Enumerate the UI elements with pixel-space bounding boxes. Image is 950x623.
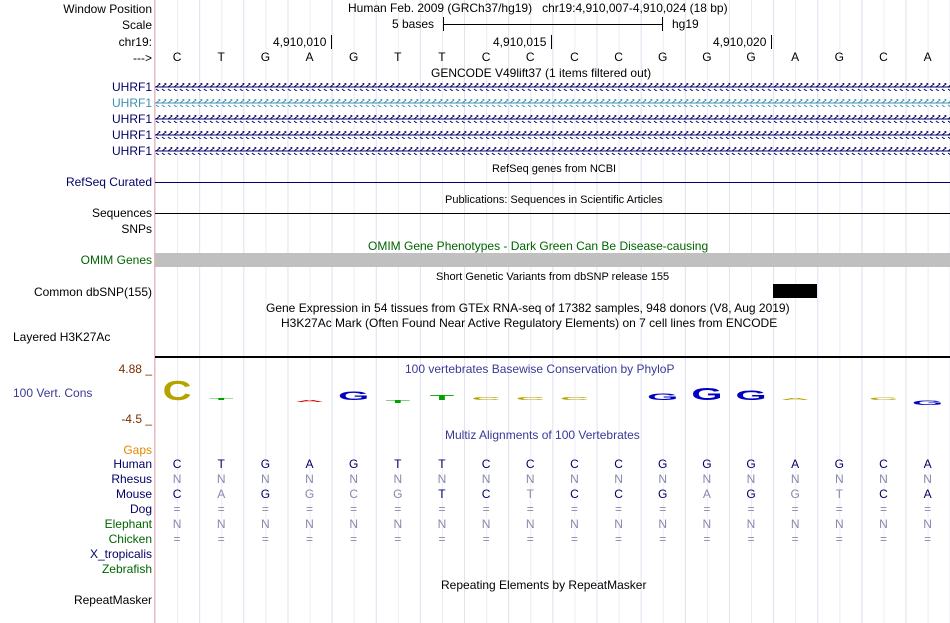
align-human-0: C — [172, 457, 182, 471]
align-dog-10: = — [615, 502, 623, 516]
omim-gene-bar[interactable] — [155, 253, 950, 267]
gaps-label[interactable]: Gaps — [123, 443, 152, 457]
align-elephant-12: N — [702, 517, 712, 531]
align-mouse-13: G — [746, 487, 756, 501]
align-rhesus-13: N — [746, 472, 756, 486]
align-mouse-9: C — [570, 487, 579, 501]
align-mouse-8: T — [526, 487, 534, 501]
align-elephant-5: N — [393, 517, 403, 531]
align-rhesus-5: N — [393, 472, 403, 486]
align-mouse-2: G — [260, 487, 271, 501]
align-elephant-13: N — [746, 517, 756, 531]
base-15: G — [834, 50, 844, 64]
align-dog-15: = — [835, 502, 843, 516]
phylop-letter-9: C — [559, 396, 589, 402]
gencode-gene-uhrf1-5[interactable] — [155, 147, 950, 155]
gencode-item-uhrf1-1[interactable]: UHRF1 — [111, 80, 152, 94]
align-chicken-4: = — [350, 532, 358, 546]
align-rhesus-2: N — [261, 472, 270, 486]
assembly-name: Human Feb. 2009 (GRCh37/hg19) — [348, 1, 533, 15]
align-rhesus-11: N — [658, 472, 668, 486]
gencode-item-uhrf1-2[interactable]: UHRF1 — [111, 96, 152, 110]
align-rhesus-8: N — [525, 472, 535, 486]
align-dog-0: = — [173, 502, 181, 516]
align-mouse-0: C — [172, 487, 182, 501]
align-elephant-11: N — [658, 517, 668, 531]
base-17: A — [923, 50, 932, 64]
phylop-logo-plot[interactable] — [155, 375, 950, 425]
align-rhesus-15: N — [834, 472, 844, 486]
align-human-9: C — [570, 457, 579, 471]
align-mouse-14: G — [790, 487, 800, 501]
layered-h3k27ac-label[interactable]: Layered H3K27Ac — [13, 330, 111, 344]
align-chicken-14: = — [791, 532, 799, 546]
align-chicken-0: = — [173, 532, 181, 546]
base-5: T — [394, 50, 402, 64]
align-human-4: G — [349, 457, 359, 471]
align-human-11: G — [658, 457, 668, 471]
gencode-gene-uhrf1-3[interactable] — [155, 115, 950, 123]
align-human-5: T — [394, 457, 402, 471]
align-elephant-10: N — [614, 517, 623, 531]
phylop-track-title: 100 vertebrates Basewise Conservation by PhyloP — [405, 362, 675, 376]
species-label-x_tropicalis[interactable]: X_tropicalis — [89, 547, 152, 561]
align-human-13: G — [746, 457, 756, 471]
align-dog-13: = — [747, 502, 755, 516]
base-8: C — [525, 50, 535, 64]
species-label-chicken[interactable]: Chicken — [108, 532, 152, 546]
phylop-letter-1: T — [209, 397, 234, 401]
position-tick-2-mark — [551, 35, 552, 49]
align-human-14: A — [791, 457, 800, 471]
align-human-6: T — [438, 457, 446, 471]
align-dog-9: = — [570, 502, 578, 516]
position-tick-2: 4,910,015 — [493, 35, 547, 49]
align-chicken-17: = — [924, 532, 932, 546]
align-mouse-15: T — [835, 487, 843, 501]
phylop-letter-16: C — [869, 396, 898, 401]
base-6: T — [438, 50, 446, 64]
refseq-gene-line[interactable] — [155, 182, 950, 183]
align-elephant-16: N — [879, 517, 888, 531]
align-dog-5: = — [394, 502, 402, 516]
refseq-track-title: RefSeq genes from NCBI — [492, 163, 617, 175]
align-mouse-17: A — [923, 487, 932, 501]
omim-genes-label[interactable]: OMIM Genes — [80, 253, 152, 267]
species-label-dog[interactable]: Dog — [129, 502, 152, 516]
align-elephant-7: N — [481, 517, 491, 531]
publications-track-title: Publications: Sequences in Scientific Articles — [445, 194, 663, 206]
gencode-gene-lines[interactable] — [155, 80, 950, 160]
align-elephant-0: N — [172, 517, 182, 531]
phylop-letter-8: C — [515, 396, 545, 402]
omim-track-title: OMIM Gene Phenotypes - Dark Green Can Be Disease-causing — [368, 239, 709, 253]
align-chicken-10: = — [615, 532, 623, 546]
align-chicken-2: = — [261, 532, 269, 546]
species-label-mouse[interactable]: Mouse — [115, 487, 152, 501]
phylop-letter-3: A — [295, 399, 324, 403]
align-chicken-15: = — [835, 532, 843, 546]
align-mouse-11: G — [658, 487, 668, 501]
base-7: C — [481, 50, 491, 64]
phylop-max-label: 4.88 _ — [118, 362, 152, 376]
align-mouse-10: C — [614, 487, 623, 501]
align-elephant-4: N — [349, 517, 358, 531]
align-chicken-12: = — [703, 532, 711, 546]
align-rhesus-9: N — [570, 472, 579, 486]
species-label-rhesus[interactable]: Rhesus — [111, 472, 152, 486]
align-dog-1: = — [217, 502, 225, 516]
align-elephant-3: N — [305, 517, 314, 531]
align-human-7: C — [481, 457, 491, 471]
base-2: G — [260, 50, 271, 64]
phylop-letter-11: G — [647, 391, 679, 403]
phylop-letter-0: C — [162, 376, 192, 407]
align-elephant-15: N — [834, 517, 844, 531]
align-chicken-3: = — [306, 532, 314, 546]
gtex-track-title: Gene Expression in 54 tissues from GTEx RNA-seq of 17382 samples, 948 donors (V8, Aug 2019) — [266, 301, 790, 315]
scale-text: 5 bases — [392, 17, 435, 31]
gencode-item-uhrf1-5[interactable]: UHRF1 — [111, 144, 152, 158]
species-label-zebrafish[interactable]: Zebrafish — [101, 562, 152, 576]
align-rhesus-7: N — [481, 472, 491, 486]
align-human-2: G — [260, 457, 271, 471]
scale-bar-left-tick — [443, 17, 444, 31]
align-chicken-8: = — [526, 532, 534, 546]
align-chicken-16: = — [879, 532, 887, 546]
h3k27ac-divider — [155, 356, 950, 358]
snps-label[interactable]: SNPs — [121, 222, 152, 236]
base-16: C — [879, 50, 888, 64]
position-text: chr19:4,910,007-4,910,024 (18 bp) — [542, 1, 728, 15]
align-rhesus-16: N — [879, 472, 888, 486]
align-mouse-12: A — [702, 487, 711, 501]
align-mouse-4: C — [349, 487, 358, 501]
align-mouse-3: G — [304, 487, 315, 501]
align-dog-3: = — [306, 502, 314, 516]
base-4: G — [349, 50, 359, 64]
phylop-cons-label[interactable]: 100 Vert. Cons — [13, 386, 93, 400]
base-13: G — [746, 50, 756, 64]
align-human-10: C — [614, 457, 623, 471]
refseq-curated-label[interactable]: RefSeq Curated — [65, 175, 152, 189]
species-label-elephant[interactable]: Elephant — [104, 517, 152, 531]
phylop-letter-13: G — [735, 388, 767, 404]
align-chicken-7: = — [482, 532, 490, 546]
align-dog-8: = — [526, 502, 534, 516]
align-human-16: C — [879, 457, 888, 471]
align-human-8: C — [525, 457, 535, 471]
phylop-min-label: -4.5 _ — [121, 412, 152, 426]
align-dog-4: = — [350, 502, 358, 516]
position-tick-1-mark — [331, 35, 332, 49]
scale-bar-right-tick — [662, 17, 663, 31]
phylop-letter-17: G — [912, 398, 944, 407]
align-chicken-5: = — [394, 532, 402, 546]
align-mouse-7: C — [481, 487, 491, 501]
strand-arrow[interactable]: ---> — [133, 51, 152, 65]
h3k27ac-track-title: H3K27Ac Mark (Often Found Near Active Regulatory Elements) on 7 cell lines from ENCODE — [281, 316, 778, 330]
align-human-12: G — [702, 457, 712, 471]
base-11: G — [658, 50, 668, 64]
base-12: G — [702, 50, 712, 64]
align-rhesus-4: N — [349, 472, 358, 486]
align-elephant-1: N — [216, 517, 226, 531]
align-rhesus-14: N — [790, 472, 800, 486]
gencode-gene-uhrf1-1[interactable] — [155, 83, 950, 91]
align-mouse-1: A — [217, 487, 226, 501]
align-human-17: A — [923, 457, 932, 471]
align-elephant-9: N — [570, 517, 579, 531]
scale-label: Scale — [121, 18, 152, 32]
gencode-item-uhrf1-3[interactable]: UHRF1 — [111, 112, 152, 126]
align-rhesus-12: N — [702, 472, 712, 486]
align-rhesus-17: N — [923, 472, 932, 486]
phylop-letter-4: G — [338, 389, 370, 403]
phylop-letter-7: C — [471, 396, 501, 402]
dbsnp-variant[interactable] — [773, 284, 817, 298]
align-elephant-8: N — [525, 517, 535, 531]
align-elephant-6: N — [437, 517, 447, 531]
align-dog-12: = — [703, 502, 711, 516]
align-human-3: A — [305, 457, 314, 471]
phylop-letter-12: G — [691, 384, 723, 404]
repeatmasker-track-title: Repeating Elements by RepeatMasker — [441, 578, 647, 592]
base-10: C — [614, 50, 623, 64]
gencode-gene-uhrf1-2[interactable] — [155, 99, 950, 107]
align-chicken-11: = — [659, 532, 667, 546]
base-3: A — [305, 50, 314, 64]
align-dog-7: = — [482, 502, 490, 516]
gencode-track-title: GENCODE V49lift37 (1 items filtered out) — [431, 66, 652, 80]
position-tick-1: 4,910,010 — [273, 35, 327, 49]
align-mouse-6: T — [438, 487, 446, 501]
align-dog-6: = — [438, 502, 446, 516]
align-rhesus-3: N — [305, 472, 314, 486]
multiz-track-title: Multiz Alignments of 100 Vertebrates — [445, 428, 640, 442]
chromosome-label: chr19: — [118, 35, 152, 49]
align-mouse-16: C — [879, 487, 888, 501]
phylop-letter-6: T — [429, 393, 455, 402]
phylop-letter-14: A — [780, 397, 810, 401]
window-position-label: Window Position — [63, 2, 152, 16]
dbsnp-track-title: Short Genetic Variants from dbSNP release 155 — [436, 271, 670, 283]
base-1: T — [217, 50, 225, 64]
align-elephant-14: N — [790, 517, 800, 531]
scale-db: hg19 — [672, 17, 699, 31]
gencode-gene-uhrf1-4[interactable] — [155, 131, 950, 139]
align-human-15: G — [834, 457, 844, 471]
scale-bar — [443, 24, 662, 25]
align-rhesus-0: N — [172, 472, 182, 486]
align-chicken-9: = — [570, 532, 578, 546]
phylop-letter-5: T — [385, 399, 411, 405]
align-human-1: T — [217, 457, 225, 471]
align-elephant-17: N — [923, 517, 932, 531]
base-0: C — [172, 50, 182, 64]
common-dbsnp-label[interactable]: Common dbSNP(155) — [33, 285, 152, 299]
align-dog-17: = — [924, 502, 932, 516]
align-chicken-6: = — [438, 532, 446, 546]
align-chicken-1: = — [217, 532, 225, 546]
align-rhesus-1: N — [216, 472, 226, 486]
align-rhesus-6: N — [437, 472, 447, 486]
align-chicken-13: = — [747, 532, 755, 546]
align-mouse-5: G — [393, 487, 403, 501]
species-label-human[interactable]: Human — [113, 457, 152, 471]
align-dog-16: = — [879, 502, 887, 516]
sequences-label[interactable]: Sequences — [91, 206, 152, 220]
gencode-item-uhrf1-4[interactable]: UHRF1 — [111, 128, 152, 142]
position-tick-3: 4,910,020 — [713, 35, 767, 49]
sequences-line[interactable] — [155, 213, 950, 214]
repeatmasker-label[interactable]: RepeatMasker — [73, 593, 152, 607]
position-tick-3-mark — [771, 35, 772, 49]
assembly-title — [348, 1, 728, 15]
align-dog-14: = — [791, 502, 799, 516]
align-dog-2: = — [261, 502, 269, 516]
align-elephant-2: N — [261, 517, 270, 531]
align-dog-11: = — [659, 502, 667, 516]
align-rhesus-10: N — [614, 472, 623, 486]
base-14: A — [791, 50, 800, 64]
base-9: C — [570, 50, 579, 64]
